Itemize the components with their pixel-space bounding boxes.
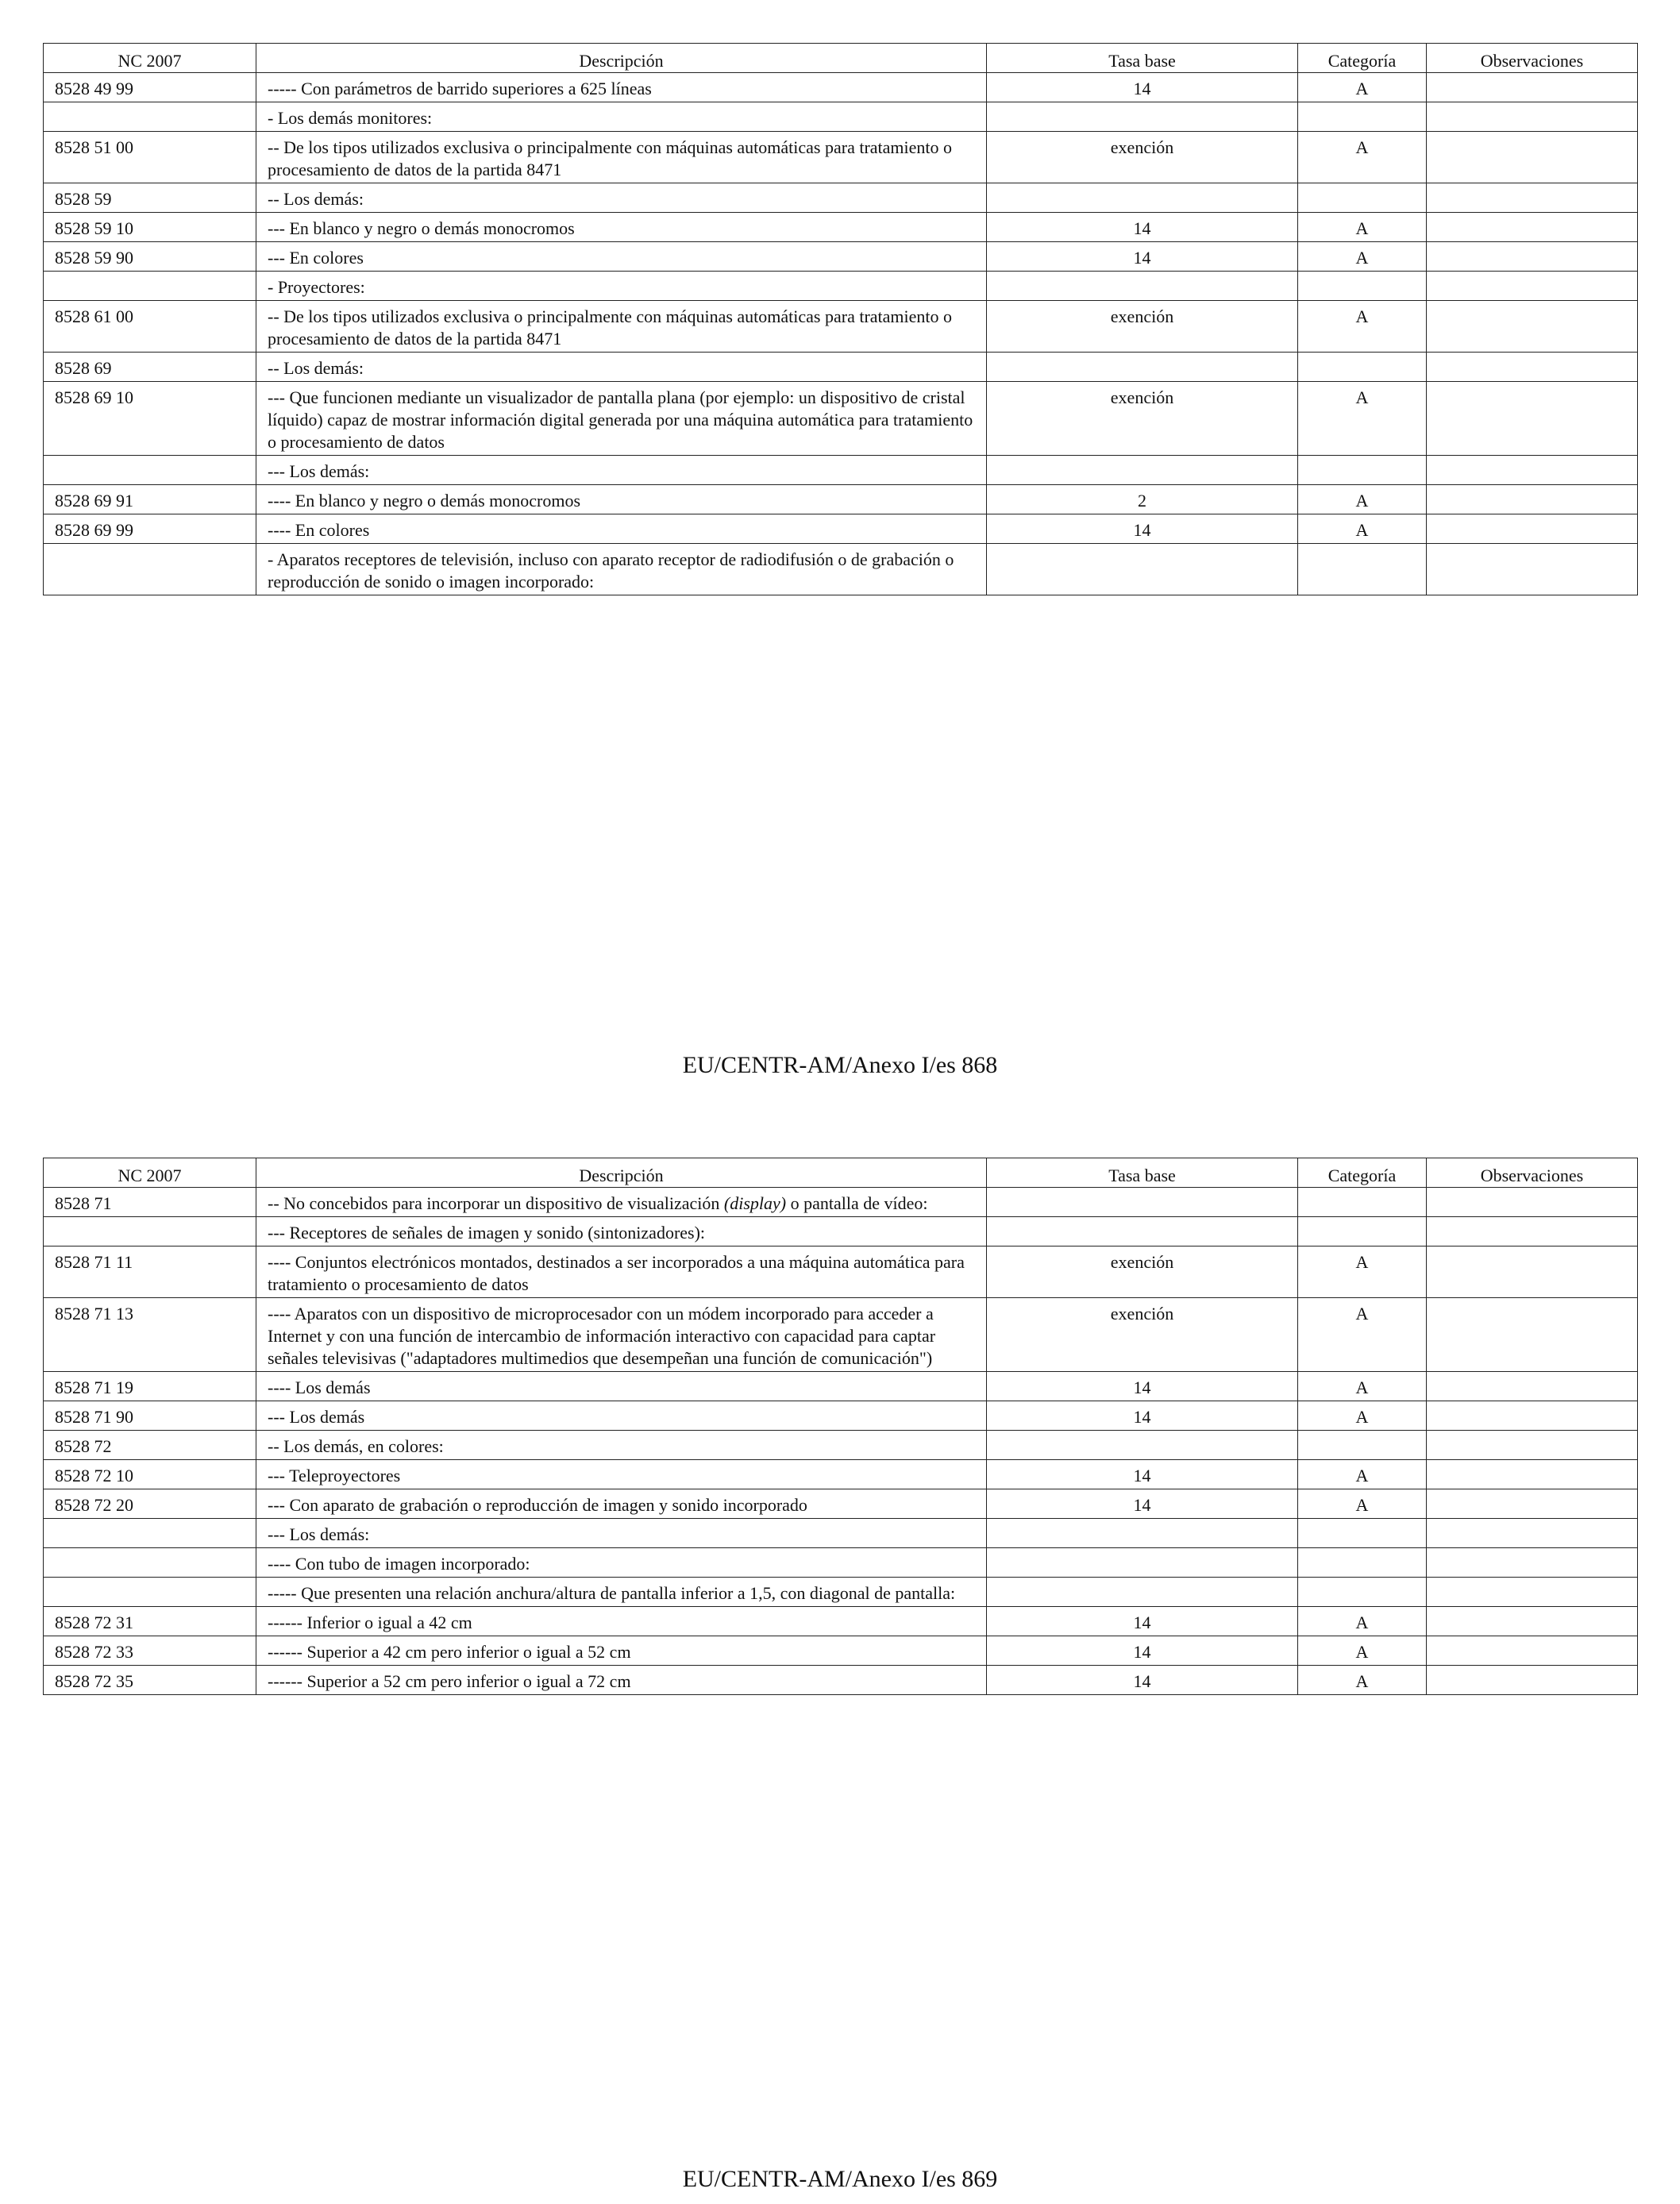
tasa-base-cell: 14 (987, 1372, 1298, 1401)
categoria-cell (1298, 272, 1427, 301)
categoria-cell (1298, 1188, 1427, 1217)
table-row (44, 382, 1638, 456)
table-row (44, 183, 1638, 213)
categoria-cell (1298, 456, 1427, 485)
description-cell: --- Los demás: (256, 456, 987, 485)
header-observaciones: Observaciones (1427, 44, 1638, 73)
description-cell: ---- En blanco y negro o demás monocromos (256, 485, 987, 514)
observaciones-cell (1427, 1489, 1638, 1519)
observaciones-cell (1427, 544, 1638, 595)
header-tasa-base: Tasa base (987, 44, 1298, 73)
header-description: Descripción (256, 44, 987, 73)
tasa-base-cell: 14 (987, 1636, 1298, 1666)
table-row (44, 456, 1638, 485)
table-row (44, 544, 1638, 595)
description-cell: -- Los demás, en colores: (256, 1431, 987, 1460)
description-cell: -- Los demás: (256, 353, 987, 382)
table-row (44, 1298, 1638, 1372)
table-row (44, 1548, 1638, 1578)
categoria-cell (1298, 1578, 1427, 1607)
tasa-base-cell (987, 1188, 1298, 1217)
observaciones-cell (1427, 1246, 1638, 1298)
description-cell: --- Con aparato de grabación o reproducción de imagen y sonido incorporado (256, 1489, 987, 1519)
nc-code-cell (44, 1519, 256, 1548)
description-cell: ----- Que presenten una relación anchura/altura de pantalla inferior a 1,5, con diagonal de pantalla: (256, 1578, 987, 1607)
header-categoria: Categoría (1298, 1158, 1427, 1188)
description-cell: ----- Con parámetros de barrido superiores a 625 líneas (256, 73, 987, 102)
nc-code-cell (44, 1217, 256, 1246)
tasa-base-cell: 14 (987, 73, 1298, 102)
nc-code-cell: 8528 72 (44, 1431, 256, 1460)
observaciones-cell (1427, 1298, 1638, 1372)
observaciones-cell (1427, 456, 1638, 485)
observaciones-cell (1427, 213, 1638, 242)
tasa-base-cell: 2 (987, 485, 1298, 514)
table-row (44, 1519, 1638, 1548)
observaciones-cell (1427, 1548, 1638, 1578)
table-row (44, 272, 1638, 301)
observaciones-cell (1427, 1607, 1638, 1636)
tasa-base-cell (987, 1578, 1298, 1607)
table-header-row (44, 44, 1638, 73)
observaciones-cell (1427, 272, 1638, 301)
tasa-base-cell: 14 (987, 1666, 1298, 1695)
nc-code-cell: 8528 49 99 (44, 73, 256, 102)
table-row (44, 213, 1638, 242)
tasa-base-cell (987, 183, 1298, 213)
nc-code-cell (44, 272, 256, 301)
observaciones-cell (1427, 1636, 1638, 1666)
nc-code-cell: 8528 61 00 (44, 301, 256, 353)
observaciones-cell (1427, 1217, 1638, 1246)
categoria-cell (1298, 1548, 1427, 1578)
nc-code-cell: 8528 69 99 (44, 514, 256, 544)
description-cell: --- Receptores de señales de imagen y sonido (sintonizadores): (256, 1217, 987, 1246)
tasa-base-cell: 14 (987, 242, 1298, 272)
observaciones-cell (1427, 183, 1638, 213)
page-footer-869: EU/CENTR-AM/Anexo I/es 869 (682, 2166, 998, 2192)
description-cell: - Aparatos receptores de televisión, incluso con aparato receptor de radiodifusión o de grabación o reproducción de sonido o imagen incorporado: (256, 544, 987, 595)
table-row (44, 1401, 1638, 1431)
categoria-cell (1298, 1431, 1427, 1460)
nc-code-cell: 8528 72 31 (44, 1607, 256, 1636)
description-cell: --- En colores (256, 242, 987, 272)
table-row (44, 1636, 1638, 1666)
categoria-cell: A (1298, 213, 1427, 242)
categoria-cell: A (1298, 1401, 1427, 1431)
observaciones-cell (1427, 353, 1638, 382)
table-row (44, 1431, 1638, 1460)
tasa-base-cell: exención (987, 301, 1298, 353)
table-row (44, 1372, 1638, 1401)
page-footer-868: EU/CENTR-AM/Anexo I/es 868 (682, 1052, 998, 1078)
tasa-base-cell: 14 (987, 1401, 1298, 1431)
description-cell: --- Los demás (256, 1401, 987, 1431)
nc-code-cell: 8528 72 20 (44, 1489, 256, 1519)
table-row (44, 73, 1638, 102)
categoria-cell: A (1298, 1460, 1427, 1489)
description-cell: ---- Aparatos con un dispositivo de microprocesador con un módem incorporado para acceder a Internet y con una función de intercambio de información interactivo con capacidad para captar señales televisivas ("adaptadores multimedios que desempeñan una función de comunicación") (256, 1298, 987, 1372)
description-cell: --- Que funcionen mediante un visualizador de pantalla plana (por ejemplo: un dispositivo de cristal líquido) capaz de mostrar información digital generada por una máquina automática para tratamiento o procesamiento de datos (256, 382, 987, 456)
tasa-base-cell (987, 353, 1298, 382)
tasa-base-cell (987, 1519, 1298, 1548)
nc-code-cell (44, 102, 256, 132)
table-row (44, 353, 1638, 382)
description-cell: - Proyectores: (256, 272, 987, 301)
categoria-cell (1298, 353, 1427, 382)
table-row (44, 1607, 1638, 1636)
categoria-cell: A (1298, 73, 1427, 102)
observaciones-cell (1427, 102, 1638, 132)
observaciones-cell (1427, 1431, 1638, 1460)
observaciones-cell (1427, 1460, 1638, 1489)
tariff-table-page-868 (43, 43, 1638, 595)
tasa-base-cell: exención (987, 1298, 1298, 1372)
header-nc: NC 2007 (44, 44, 256, 73)
nc-code-cell (44, 1548, 256, 1578)
nc-code-cell (44, 544, 256, 595)
nc-code-cell: 8528 59 10 (44, 213, 256, 242)
nc-code-cell: 8528 72 35 (44, 1666, 256, 1695)
tasa-base-cell: 14 (987, 1607, 1298, 1636)
categoria-cell: A (1298, 301, 1427, 353)
tasa-base-cell: exención (987, 382, 1298, 456)
nc-code-cell: 8528 71 90 (44, 1401, 256, 1431)
observaciones-cell (1427, 1519, 1638, 1548)
description-cell: --- Los demás: (256, 1519, 987, 1548)
nc-code-cell: 8528 71 (44, 1188, 256, 1217)
header-tasa-base: Tasa base (987, 1158, 1298, 1188)
tasa-base-cell (987, 1548, 1298, 1578)
tariff-table-page-869 (43, 1158, 1638, 1695)
nc-code-cell: 8528 59 90 (44, 242, 256, 272)
observaciones-cell (1427, 382, 1638, 456)
categoria-cell: A (1298, 1372, 1427, 1401)
categoria-cell: A (1298, 1298, 1427, 1372)
observaciones-cell (1427, 242, 1638, 272)
description-cell (256, 1188, 987, 1217)
table-row (44, 1578, 1638, 1607)
tasa-base-cell: 14 (987, 1489, 1298, 1519)
description-cell: ---- Conjuntos electrónicos montados, destinados a ser incorporados a una máquina automática para tratamiento o procesamiento de datos (256, 1246, 987, 1298)
table-row (44, 1489, 1638, 1519)
table-row (44, 1188, 1638, 1217)
description-text: o pantalla de vídeo: (786, 1193, 928, 1213)
header-description: Descripción (256, 1158, 987, 1188)
table-header-row (44, 1158, 1638, 1188)
nc-code-cell: 8528 51 00 (44, 132, 256, 183)
observaciones-cell (1427, 485, 1638, 514)
table-row (44, 1217, 1638, 1246)
categoria-cell (1298, 1519, 1427, 1548)
tasa-base-cell: exención (987, 132, 1298, 183)
header-categoria: Categoría (1298, 44, 1427, 73)
observaciones-cell (1427, 1372, 1638, 1401)
categoria-cell: A (1298, 382, 1427, 456)
nc-code-cell: 8528 71 13 (44, 1298, 256, 1372)
tasa-base-cell (987, 1217, 1298, 1246)
categoria-cell: A (1298, 242, 1427, 272)
nc-code-cell (44, 456, 256, 485)
description-text: -- No concebidos para incorporar un dispositivo de visualización (268, 1193, 724, 1213)
description-cell: - Los demás monitores: (256, 102, 987, 132)
observaciones-cell (1427, 1401, 1638, 1431)
nc-code-cell: 8528 71 19 (44, 1372, 256, 1401)
nc-code-cell: 8528 69 91 (44, 485, 256, 514)
header-nc: NC 2007 (44, 1158, 256, 1188)
description-cell: ---- Con tubo de imagen incorporado: (256, 1548, 987, 1578)
nc-code-cell: 8528 59 (44, 183, 256, 213)
categoria-cell (1298, 1217, 1427, 1246)
tasa-base-cell (987, 456, 1298, 485)
table-row (44, 1246, 1638, 1298)
table-row (44, 514, 1638, 544)
nc-code-cell: 8528 71 11 (44, 1246, 256, 1298)
description-cell: ---- Los demás (256, 1372, 987, 1401)
description-cell: ------ Superior a 42 cm pero inferior o igual a 52 cm (256, 1636, 987, 1666)
description-cell: -- De los tipos utilizados exclusiva o principalmente con máquinas automáticas para tratamiento o procesamiento de datos de la partida 8471 (256, 301, 987, 353)
tasa-base-cell (987, 544, 1298, 595)
description-cell: -- Los demás: (256, 183, 987, 213)
description-italic-term: (display) (723, 1193, 787, 1213)
description-cell: --- Teleproyectores (256, 1460, 987, 1489)
description-cell: ------ Inferior o igual a 42 cm (256, 1607, 987, 1636)
categoria-cell: A (1298, 1666, 1427, 1695)
observaciones-cell (1427, 514, 1638, 544)
description-cell: ------ Superior a 52 cm pero inferior o igual a 72 cm (256, 1666, 987, 1695)
tasa-base-cell: 14 (987, 213, 1298, 242)
table-row (44, 1666, 1638, 1695)
tasa-base-cell (987, 102, 1298, 132)
categoria-cell: A (1298, 485, 1427, 514)
nc-code-cell: 8528 72 10 (44, 1460, 256, 1489)
categoria-cell: A (1298, 132, 1427, 183)
observaciones-cell (1427, 301, 1638, 353)
nc-code-cell: 8528 69 (44, 353, 256, 382)
categoria-cell (1298, 544, 1427, 595)
table-row (44, 242, 1638, 272)
tasa-base-cell: 14 (987, 514, 1298, 544)
observaciones-cell (1427, 1578, 1638, 1607)
categoria-cell: A (1298, 1489, 1427, 1519)
header-observaciones: Observaciones (1427, 1158, 1638, 1188)
categoria-cell: A (1298, 1636, 1427, 1666)
categoria-cell: A (1298, 1246, 1427, 1298)
table-row (44, 485, 1638, 514)
tasa-base-cell (987, 1431, 1298, 1460)
table-row (44, 301, 1638, 353)
observaciones-cell (1427, 1666, 1638, 1695)
tasa-base-cell: exención (987, 1246, 1298, 1298)
tasa-base-cell (987, 272, 1298, 301)
table-row (44, 1460, 1638, 1489)
categoria-cell (1298, 183, 1427, 213)
nc-code-cell: 8528 72 33 (44, 1636, 256, 1666)
categoria-cell (1298, 102, 1427, 132)
table-row (44, 102, 1638, 132)
tasa-base-cell: 14 (987, 1460, 1298, 1489)
observaciones-cell (1427, 132, 1638, 183)
nc-code-cell (44, 1578, 256, 1607)
categoria-cell: A (1298, 514, 1427, 544)
table-row (44, 132, 1638, 183)
nc-code-cell: 8528 69 10 (44, 382, 256, 456)
observaciones-cell (1427, 73, 1638, 102)
observaciones-cell (1427, 1188, 1638, 1217)
description-cell: -- De los tipos utilizados exclusiva o principalmente con máquinas automáticas para tratamiento o procesamiento de datos de la partida 8471 (256, 132, 987, 183)
description-cell: --- En blanco y negro o demás monocromos (256, 213, 987, 242)
categoria-cell: A (1298, 1607, 1427, 1636)
description-cell: ---- En colores (256, 514, 987, 544)
